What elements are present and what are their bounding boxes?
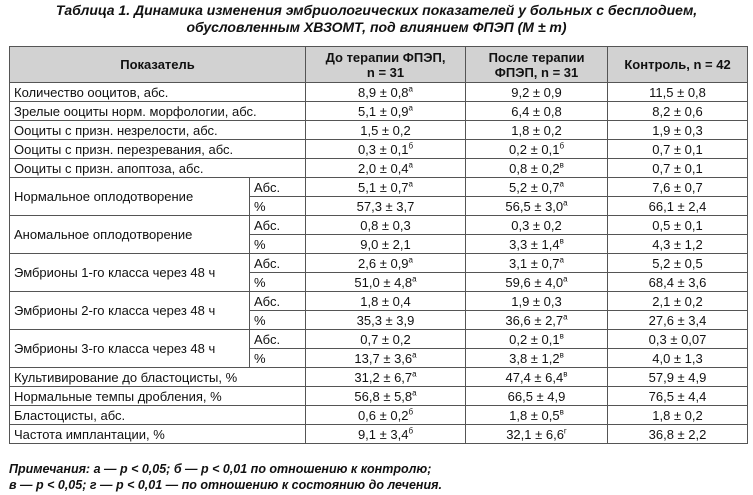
after-value [466,254,608,273]
after-value [466,159,608,178]
before-value-text: 0,3 ± 0,1 [357,141,409,157]
control-value [608,311,748,330]
significance-mark: а [563,312,568,322]
control-value-text: 66,1 ± 2,4 [648,198,707,214]
row-label: Количество ооцитов, абс. [10,83,306,102]
significance-mark: в [563,369,568,379]
row-label: Ооциты с призн. апоптоза, абс. [10,159,306,178]
before-value [306,387,466,406]
after-value [466,387,608,406]
row-label: Ооциты с призн. незрелости, абс. [10,121,306,140]
before-value-text: 0,8 ± 0,3 [360,217,411,233]
before-value [306,311,466,330]
control-value-text: 0,3 ± 0,07 [648,331,707,347]
significance-mark: б [408,407,414,417]
table-row [10,178,748,197]
after-value-text: 0,2 ± 0,1 [508,141,560,157]
significance-mark: а [559,179,564,189]
control-value [608,330,748,349]
after-value-text: 0,2 ± 0,1 [509,331,560,347]
significance-mark: а [563,274,568,284]
before-value-text: 31,2 ± 6,7 [354,369,413,385]
before-value [306,368,466,387]
after-value [466,121,608,140]
control-value-text: 1,8 ± 0,2 [652,407,703,423]
before-value-text: 13,7 ± 3,6 [354,350,413,366]
before-value-text: 2,6 ± 0,9 [358,255,409,271]
control-value [608,235,748,254]
control-value [608,216,748,235]
before-value [306,254,466,273]
unit-label: Абс. [250,254,306,273]
before-value [306,102,466,121]
table-row [10,159,748,178]
after-value-text: 47,4 ± 6,4 [505,369,564,385]
control-value [608,349,748,368]
control-value-text: 0,7 ± 0,1 [652,141,703,157]
control-value [608,368,748,387]
after-value [466,102,608,121]
significance-mark: а [408,255,413,265]
table-row [10,425,748,444]
significance-mark: б [408,141,414,151]
before-value-text: 57,3 ± 3,7 [356,198,415,214]
significance-mark: а [412,350,417,360]
header-control: Контроль, n = 42 [608,47,748,83]
control-value [608,273,748,292]
before-value-text: 9,0 ± 2,1 [360,236,411,252]
significance-mark: в [559,160,564,170]
before-value-text: 5,1 ± 0,7 [358,179,409,195]
control-value [608,83,748,102]
significance-mark: а [412,369,417,379]
control-value-text: 5,2 ± 0,5 [652,255,703,271]
row-label: Эмбрионы 1-го класса через 48 ч [10,254,250,292]
control-value-text: 27,6 ± 3,4 [648,312,707,328]
after-value-text: 9,2 ± 0,9 [511,84,562,100]
after-value-text: 1,8 ± 0,2 [511,122,562,138]
control-value [608,387,748,406]
significance-mark: а [559,255,564,265]
before-value-text: 8,9 ± 0,8 [358,84,409,100]
unit-label: Абс. [250,292,306,311]
control-value [608,121,748,140]
before-value-text: 56,8 ± 5,8 [354,388,413,404]
control-value-text: 7,6 ± 0,7 [652,179,703,195]
control-value [608,292,748,311]
after-value-text: 66,5 ± 4,9 [507,388,566,404]
table-row [10,121,748,140]
after-value-text: 3,3 ± 1,4 [509,236,560,252]
before-value [306,330,466,349]
before-value-text: 1,5 ± 0,2 [360,122,411,138]
significance-mark: в [559,407,564,417]
row-label: Эмбрионы 2-го класса через 48 ч [10,292,250,330]
significance-mark: в [559,350,564,360]
after-value [466,349,608,368]
after-value [466,273,608,292]
control-value [608,425,748,444]
before-value-text: 35,3 ± 3,9 [356,312,415,328]
after-value-text: 59,6 ± 4,0 [505,274,564,290]
before-value [306,121,466,140]
before-value [306,197,466,216]
unit-label: % [250,311,306,330]
significance-mark: а [408,103,413,113]
before-value [306,216,466,235]
row-label: Культивирование до бластоцисты, % [10,368,306,387]
after-value-text: 1,8 ± 0,5 [509,407,560,423]
before-value-text: 2,0 ± 0,4 [358,160,409,176]
after-value-text: 32,1 ± 6,6 [506,426,564,442]
control-value [608,140,748,159]
notes [9,461,749,493]
unit-label: Абс. [250,330,306,349]
header-before: До терапии ФПЭП, n = 31 [306,47,466,83]
title-line-1: Таблица 1. Динамика изменения эмбриологических показателей у больных с бесплодием, [55,2,698,18]
before-value-text: 1,8 ± 0,4 [360,293,411,309]
after-value-text: 6,4 ± 0,8 [511,103,562,119]
after-value [466,368,608,387]
after-value-text: 36,6 ± 2,7 [505,312,564,328]
row-label: Эмбрионы 3-го класса через 48 ч [10,330,250,368]
table-row [10,83,748,102]
data-table [9,46,748,444]
control-value-text: 4,3 ± 1,2 [652,236,703,252]
row-label: Ооциты с призн. перезревания, абс. [10,140,306,159]
after-value-text: 5,2 ± 0,7 [509,179,560,195]
control-value-text: 76,5 ± 4,4 [648,388,707,404]
table-row [10,140,748,159]
significance-mark: а [408,160,413,170]
after-value [466,83,608,102]
table-row [10,254,748,273]
control-value-text: 36,8 ± 2,2 [648,426,707,442]
header-after: После терапии ФПЭП, n = 31 [466,47,608,83]
significance-mark: г [563,426,567,436]
significance-mark: а [408,84,413,94]
after-value [466,292,608,311]
control-value [608,254,748,273]
control-value-text: 0,7 ± 0,1 [652,160,703,176]
unit-label: Абс. [250,178,306,197]
row-label: Аномальное оплодотворение [10,216,250,254]
unit-label: % [250,273,306,292]
before-value [306,178,466,197]
before-value-text: 9,1 ± 3,4 [357,426,409,442]
unit-label: % [250,197,306,216]
after-value [466,178,608,197]
unit-label: % [250,349,306,368]
unit-label: Абс. [250,216,306,235]
table-title [0,2,753,36]
before-value [306,292,466,311]
significance-mark: б [408,426,414,436]
after-value [466,140,608,159]
title-line-2: обусловленным ХВЗОМТ, под влиянием ФПЭП (M ± m) [186,19,567,35]
before-value [306,273,466,292]
control-value-text: 4,0 ± 1,3 [652,350,703,366]
after-value-text: 3,1 ± 0,7 [509,255,560,271]
after-value [466,216,608,235]
row-label: Нормальное оплодотворение [10,178,250,216]
before-value [306,159,466,178]
table-row [10,216,748,235]
before-value-text: 0,7 ± 0,2 [360,331,411,347]
table-row [10,368,748,387]
table-row [10,406,748,425]
control-value-text: 57,9 ± 4,9 [648,369,707,385]
after-value-text: 56,5 ± 3,0 [505,198,564,214]
before-value [306,140,466,159]
table-row [10,330,748,349]
notes-line-2: в — p < 0,05; г — p < 0,01 — по отношению к состоянию до лечения. [9,478,442,492]
before-value [306,83,466,102]
significance-mark: а [563,198,568,208]
row-label: Зрелые ооциты норм. морфологии, абс. [10,102,306,121]
table-row [10,102,748,121]
control-value-text: 8,2 ± 0,6 [652,103,703,119]
after-value-text: 3,8 ± 1,2 [509,350,560,366]
before-value [306,349,466,368]
control-value [608,406,748,425]
control-value-text: 11,5 ± 0,8 [649,84,706,100]
after-value-text: 0,3 ± 0,2 [511,217,562,233]
table-row [10,292,748,311]
control-value-text: 2,1 ± 0,2 [652,293,703,309]
header-indicator: Показатель [10,47,306,83]
control-value [608,102,748,121]
after-value [466,425,608,444]
row-label: Частота имплантации, % [10,425,306,444]
before-value-text: 51,0 ± 4,8 [354,274,413,290]
row-label: Нормальные темпы дробления, % [10,387,306,406]
before-value [306,406,466,425]
after-value [466,406,608,425]
significance-mark: а [408,179,413,189]
significance-mark: а [412,274,417,284]
control-value-text: 1,9 ± 0,3 [652,122,703,138]
significance-mark: а [412,388,417,398]
table-row [10,387,748,406]
after-value [466,235,608,254]
control-value [608,159,748,178]
control-value [608,178,748,197]
control-value [608,197,748,216]
after-value [466,330,608,349]
before-value [306,425,466,444]
before-value-text: 5,1 ± 0,9 [358,103,409,119]
significance-mark: б [559,141,565,151]
control-value-text: 68,4 ± 3,6 [648,274,707,290]
table-body [10,83,748,444]
row-label: Бластоцисты, абс. [10,406,306,425]
header-row [10,47,748,83]
unit-label: % [250,235,306,254]
after-value [466,311,608,330]
notes-line-1: Примечания: а — p < 0,05; б — p < 0,01 по отношению к контролю; [9,462,432,476]
significance-mark: в [559,331,564,341]
after-value-text: 0,8 ± 0,2 [509,160,560,176]
after-value-text: 1,9 ± 0,3 [511,293,562,309]
control-value-text: 0,5 ± 0,1 [652,217,703,233]
before-value-text: 0,6 ± 0,2 [357,407,409,423]
significance-mark: в [559,236,564,246]
after-value [466,197,608,216]
before-value [306,235,466,254]
